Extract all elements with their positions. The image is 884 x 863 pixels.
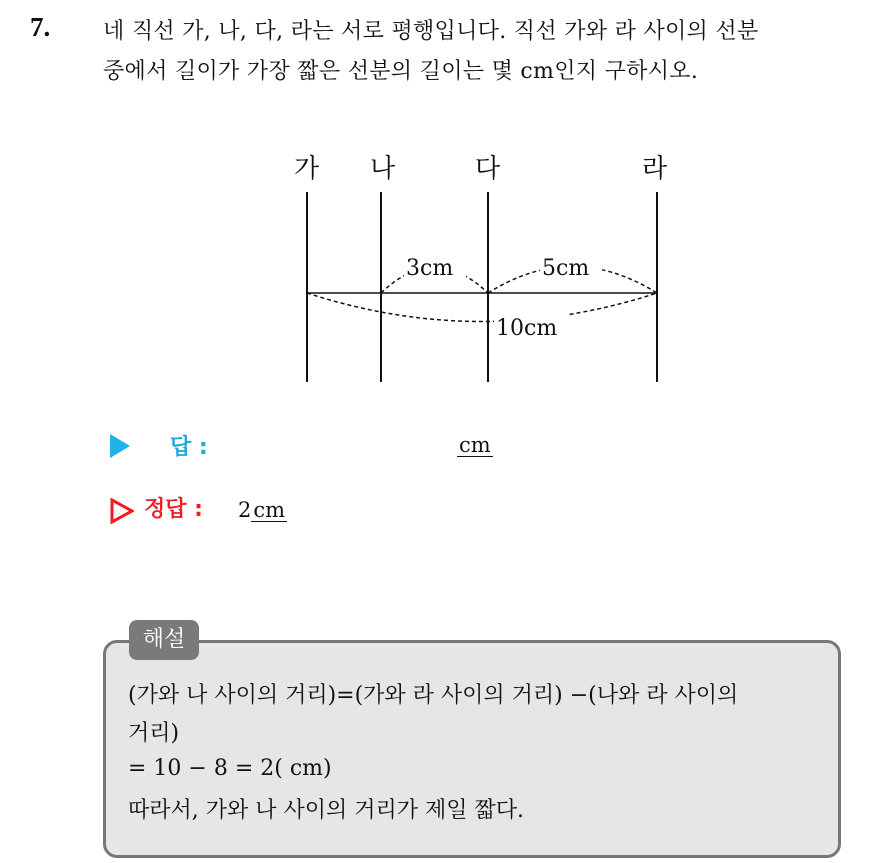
- question-text-line-2: 중에서 길이가 가장 짧은 선분의 길이는 몇 cm인지 구하시오.: [103, 59, 699, 84]
- explanation-line-4: 따라서, 가와 나 사이의 거리가 제일 짧다.: [128, 798, 524, 823]
- play-triangle-icon: [110, 434, 130, 458]
- question-text-line-1: 네 직선 가, 나, 다, 라는 서로 평행입니다. 직선 가와 라 사이의 선분: [103, 19, 759, 44]
- answer-label: 답 :: [170, 435, 208, 460]
- line-label-na: 나: [370, 154, 396, 184]
- answer-unit: cm: [459, 433, 491, 457]
- line-label-ra: 라: [642, 154, 668, 184]
- line-label-da: 다: [475, 154, 501, 184]
- correct-answer-value: [238, 498, 287, 522]
- arc-10cm: [307, 293, 657, 322]
- explanation-line-2: 거리): [128, 721, 180, 746]
- correct-value-unit: cm: [253, 498, 286, 522]
- explanation-line-1: (가와 나 사이의 거리)=(가와 라 사이의 거리) −(나와 라 사이의: [128, 683, 739, 708]
- segment-label-10cm: 10cm: [496, 316, 558, 341]
- answer-row: [110, 428, 530, 468]
- correct-answer-label: 정답 :: [144, 497, 203, 522]
- correct-answer-row: [110, 490, 530, 530]
- correct-value-number: 2: [238, 498, 252, 522]
- segment-label-5cm: 5cm: [542, 256, 590, 281]
- explanation-box: [103, 640, 841, 858]
- explanation-line-3: = 10 − 8 = 2( cm): [128, 756, 332, 781]
- line-label-ga: 가: [294, 154, 320, 184]
- question-number: 7.: [30, 12, 51, 42]
- segment-label-3cm: 3cm: [406, 256, 454, 281]
- parallel-lines-figure: [270, 140, 690, 390]
- explanation-tag: 해설: [129, 620, 199, 660]
- outline-triangle-icon: [110, 498, 134, 524]
